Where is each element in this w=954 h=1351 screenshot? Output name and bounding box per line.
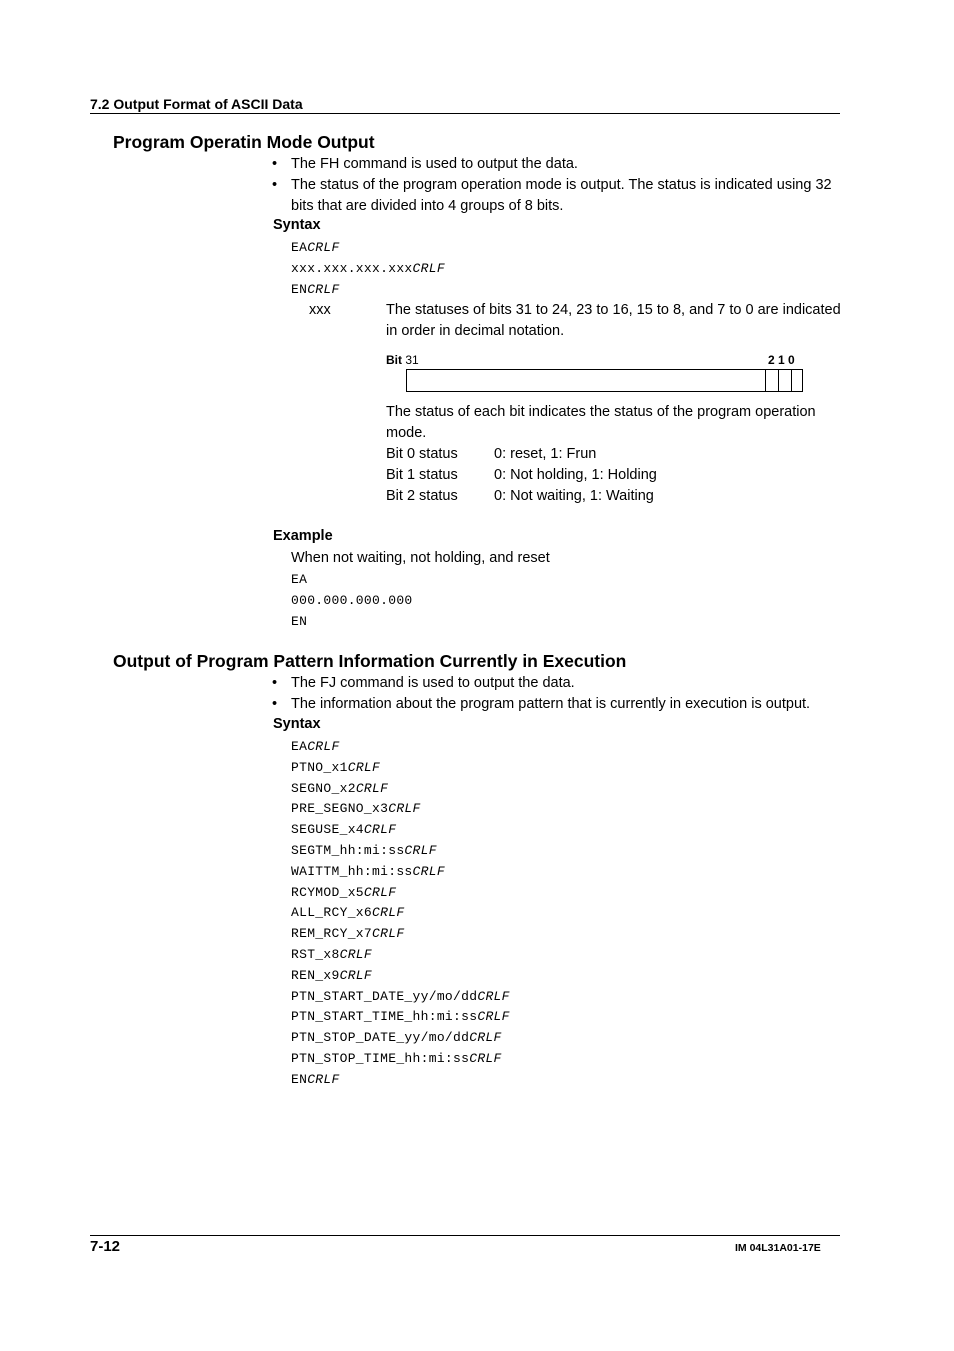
bit-status-value: 0: Not holding, 1: Holding (494, 467, 657, 483)
code-line: RCYMOD_x5CRLF (291, 884, 397, 900)
bullet-text: The status of the program operation mode is output. The status is indicated using 32 bits that are divided into 4 groups of 8 bits. (291, 177, 832, 214)
document-id: IM 04L31A01-17E (735, 1242, 821, 1254)
example-code-line: EN (291, 614, 308, 629)
example-description: When not waiting, not holding, and reset (291, 550, 550, 566)
syntax-label: Syntax (273, 716, 321, 732)
parameter-description: The statuses of bits 31 to 24, 23 to 16, 15 to 8, and 7 to 0 are indicated in order in decimal notation. (386, 302, 841, 339)
bit-cell-divider (791, 370, 792, 391)
code-line: REN_x9CRLF (291, 967, 373, 983)
footer-rule (90, 1235, 840, 1236)
header-rule (90, 113, 840, 114)
code-line: PTN_STOP_TIME_hh:mi:ssCRLF (291, 1051, 502, 1066)
status-intro: The status of each bit indicates the status of the program operation mode. (386, 404, 816, 441)
page-number: 7-12 (90, 1238, 121, 1255)
bit-status-value: 0: reset, 1: Frun (494, 446, 597, 462)
example-code-line: 000.000.000.000 (291, 593, 413, 608)
parameter-name: xxx (309, 302, 331, 318)
bullet-text: The FJ command is used to output the data. (291, 675, 575, 691)
bit-cell-divider (778, 370, 779, 391)
code-line: SEGTM_hh:mi:ssCRLF (291, 843, 437, 858)
section-title-program-mode: Program Operatin Mode Output (113, 132, 375, 152)
bullet-marker: • (272, 156, 278, 172)
bit-status-name: Bit 1 status (386, 467, 458, 483)
bullet-marker: • (272, 696, 278, 712)
code-line: PTN_START_TIME_hh:mi:ssCRLF (291, 1009, 510, 1025)
code-line: PTN_START_DATE_yy/mo/ddCRLF (291, 988, 510, 1004)
bit-diagram-label: Bit 31 (386, 353, 419, 367)
example-label: Example (273, 528, 333, 544)
code-line: WAITTM_hh:mi:ssCRLF (291, 863, 445, 879)
code-line: ENCRLF (291, 282, 340, 297)
bit-diagram-box (406, 369, 803, 392)
code-line: SEGUSE_x4CRLF (291, 822, 397, 838)
bit-cell-divider (765, 370, 766, 391)
code-line: ALL_RCY_x6CRLF (291, 905, 405, 921)
syntax-label: Syntax (273, 217, 321, 233)
bit-low-labels: 2 1 0 (768, 353, 795, 367)
code-line: SEGNO_x2CRLF (291, 780, 389, 796)
bullet-text: The FH command is used to output the data. (291, 156, 578, 172)
bullet-text: The information about the program pattern that is currently in execution is output. (291, 696, 811, 712)
example-code-line: EA (291, 572, 308, 587)
code-line: REM_RCY_x7CRLF (291, 926, 405, 942)
bit-status-name: Bit 2 status (386, 488, 458, 504)
code-line: xxx.xxx.xxx.xxxCRLF (291, 261, 445, 276)
code-line: EACRLF (291, 739, 340, 754)
code-line: PTNO_x1CRLF (291, 759, 381, 775)
section-title-pattern-info: Output of Program Pattern Information Currently in Execution (113, 651, 627, 671)
code-line: PRE_SEGNO_x3CRLF (291, 801, 421, 817)
running-header: 7.2 Output Format of ASCII Data (90, 96, 303, 112)
code-line: EACRLF (291, 240, 340, 255)
bullet-marker: • (272, 675, 278, 691)
bit-status-value: 0: Not waiting, 1: Waiting (494, 488, 654, 504)
code-line: RST_x8CRLF (291, 947, 373, 962)
code-line: PTN_STOP_DATE_yy/mo/ddCRLF (291, 1030, 502, 1046)
bullet-marker: • (272, 177, 278, 193)
code-line: ENCRLF (291, 1071, 340, 1087)
bit-status-name: Bit 0 status (386, 446, 458, 462)
